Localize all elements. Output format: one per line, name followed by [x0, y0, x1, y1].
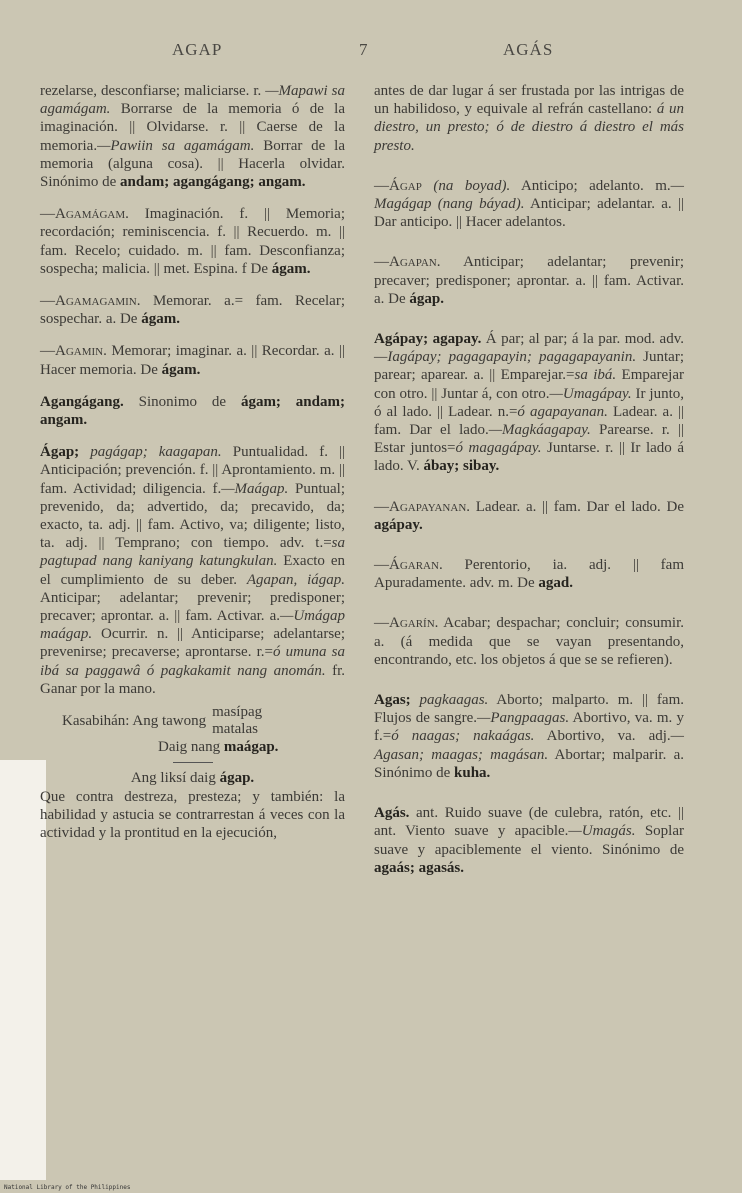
definition: Ir junto, ó al lado. || Ladear. n.=	[374, 385, 684, 420]
entry-continuation	[40, 82, 345, 191]
entry-agap	[40, 443, 345, 698]
proverb-option: matalas	[212, 721, 258, 738]
definition: Anticipo; adelanto. m.	[510, 177, 671, 194]
example: ó agapayanan.	[517, 403, 608, 420]
definition: Que contra destreza, presteza; y también: la habilidad y astucia se contrarrestan á veces con la actividad y la prontitud en la ejecución,	[40, 788, 345, 841]
definition: Juntar; parear; aparear. a. || Emparejar.=	[374, 349, 684, 384]
proverb-title	[40, 769, 345, 787]
cross-reference: agaás; agasás.	[374, 859, 465, 876]
example: —Maágap.	[221, 480, 289, 497]
entry-agas-accent	[374, 804, 684, 877]
definition: Parearse. r. || Estar juntos=	[374, 422, 684, 457]
proverb-label: Kasabihán: Ang tawong	[62, 712, 207, 729]
example: á un diestro, un presto; ó de diestro á diestro el más presto.	[374, 101, 685, 154]
subentry-head: —Agamin.	[40, 343, 107, 360]
definition: Juntarse. r. || Ir lado á lado. V.	[374, 440, 684, 475]
example: ó umuna sa ibá sa paggawâ ó pagkakamit nang anomán.	[40, 644, 346, 679]
entry-agapayanan	[374, 498, 684, 534]
subentry-head: —Ágap	[374, 177, 422, 194]
text: Borrar de la memoria (alguna cosa). || Hacerla olvidar. Sinónimo de	[40, 137, 346, 191]
cross-reference: ágap.	[219, 770, 255, 787]
cross-reference: ágam.	[141, 311, 180, 328]
example: sa ibá.	[574, 367, 617, 384]
example: Agapan, iágap.	[246, 571, 345, 588]
cross-reference: kuha.	[454, 764, 491, 781]
variants: pagágap; kaagapan.	[79, 444, 222, 461]
definition: Anticipar; adelantar; prevenir; precaver; predisponer; aprontar. a. || fam. Activar. a. De	[374, 254, 684, 307]
entry-agapay	[374, 330, 684, 476]
text: Borrarse de la memoria ó de la imaginación. || Olvidarse. r. || Caerse de la memoria.	[40, 101, 345, 154]
divider	[173, 762, 213, 763]
running-head-left: AGAP	[172, 40, 223, 59]
headword: Ágap;	[40, 444, 80, 461]
definition: Á par; al par; á la par. mod. adv.	[481, 331, 684, 348]
right-column	[374, 82, 684, 891]
headword: Agápay; agapay.	[374, 331, 482, 348]
definition: Anticipar; adelantar; prevenir; predisponer; precaver; aprontar. a. || fam. Activar. a.	[40, 589, 345, 625]
definition: Emparejar con otro. || Juntar á, con otro.	[374, 367, 684, 402]
example: —Umagás.	[568, 823, 636, 840]
entry-agap-boyad	[374, 177, 684, 232]
headword: Agangágang.	[40, 393, 124, 410]
entry-agas	[374, 691, 684, 782]
entry-aganggang	[40, 393, 345, 429]
proverb-option: masípag	[212, 704, 263, 721]
example: —Magkáagapay.	[488, 422, 591, 439]
running-head-right: AGÁS	[503, 40, 554, 59]
cross-reference: maágap.	[223, 739, 279, 756]
example: —Umagápay.	[549, 385, 632, 402]
example: —Pangpaagas.	[477, 710, 570, 727]
entry-agamagamin	[40, 292, 345, 328]
example: ó magagápay.	[455, 440, 542, 457]
example: —Pawiin sa agamágam.	[97, 137, 255, 154]
definition: Anticipar; adelantar. a. || Dar anticipo. || Hacer adelantos.	[374, 196, 684, 231]
proverb-line-2	[40, 738, 345, 756]
cross-reference: ágap.	[409, 290, 444, 307]
headword: Agás.	[374, 805, 410, 822]
definition: Sinonimo de	[123, 393, 241, 410]
cross-reference: ábay; sibay.	[423, 458, 500, 475]
definition: Imaginación. f. || Memoria; recordación; reminiscencia. f. || Recuerdo. m. || fam. Recelo; cuidado. m. || fam. Desconfianza; sospecha; malicia. || met. Espina. f De	[40, 206, 345, 277]
headword: Agas;	[374, 692, 411, 709]
subentry-head: —Agapayanan.	[374, 498, 471, 515]
page-number: 7	[359, 40, 369, 59]
entry-continuation	[374, 82, 684, 155]
definition: Perentorio, ia. adj. || fam Apuradamente. adv. m. De	[374, 557, 684, 592]
text: Daig nang	[158, 739, 224, 756]
example: ó naagas; nakaágas.	[391, 728, 535, 745]
entry-agaran	[374, 556, 684, 592]
definition: Acabar; despachar; concluir; consumir. a. (á medida que se vayan presentando, encontrando, etc. los objetos á que se se refieren).	[374, 615, 684, 668]
definition: Puntualidad. f. || Anticipación; prevención. f. || Aprontamiento. m. || fam. Actividad; diligencia. f.	[40, 444, 345, 497]
example: —Magágap (nang báyad).	[374, 177, 684, 213]
definition: Ladear. a. || fam. Dar el lado.	[374, 403, 685, 439]
cross-reference: agápay.	[374, 516, 423, 533]
definition: Memorar; imaginar. a. || Recordar. a. || Hacer memoria. De	[40, 343, 345, 378]
definition: Exacto en el cumplimiento de su deber.	[40, 553, 345, 588]
cross-reference: agad.	[538, 575, 573, 592]
definition: Memorar. a.= fam. Recelar; sospechar. a. De	[40, 293, 345, 328]
example: sa pagtupad nang kaniyang katungkulan.	[40, 535, 345, 570]
cross-reference: ágam.	[161, 361, 201, 378]
example: —Umágap maágap.	[40, 608, 345, 643]
variants: pagkaagas.	[410, 692, 489, 709]
definition: Abortivo, va. adj.	[534, 728, 671, 745]
example: —Iagápay; pagagapayin; pagagapayanin.	[374, 349, 637, 366]
definition: Puntual; prevenido, da; advertido, da; precavido, da; exacto, ta. adj. || fam. Activo, va; diligente; listo, ta. adj. || Temprano; con tiempo. adv. t.=	[40, 480, 345, 552]
example: —Agasan; maagas; magásan.	[374, 728, 685, 763]
entry-agamagam	[40, 205, 345, 278]
example: —Mapawi sa agamágam.	[40, 83, 345, 118]
subentry-head: —Ágaran.	[374, 557, 443, 574]
cross-reference: ágam; andam; angam.	[40, 393, 345, 429]
text: Ang liksí daig	[130, 770, 220, 787]
definition: Aborto; malparto. m. || fam. Flujos de sangre.	[374, 692, 684, 727]
entry-proverb-explanation	[40, 769, 345, 842]
library-footer: National Library of the Philippines	[4, 1184, 131, 1191]
cross-reference: ágam.	[271, 260, 311, 277]
subentry-head: —Agarín.	[374, 615, 439, 632]
definition: Ocurrir. n. || Anticiparse; adelantarse; prevenirse; precaverse; aprontarse. r.=	[40, 626, 345, 661]
text: rezelarse, desconfiarse; maliciarse. r.	[40, 83, 266, 99]
proverb-brace	[212, 704, 262, 738]
subentry-head: —Agapan.	[374, 254, 441, 271]
example: (na boyad).	[421, 177, 511, 194]
proverb	[40, 704, 345, 763]
entry-agapan	[374, 253, 684, 308]
definition: ant. Ruido suave (de culebra, ratón, etc. || ant. Viento suave y apacible.	[374, 805, 684, 840]
proverb-line-1	[40, 704, 345, 738]
definition: fr. Ganar por la mano.	[40, 662, 345, 697]
subentry-head: —Agamágam.	[40, 206, 129, 223]
definition: Ladear. a. || fam. Dar el lado. De	[470, 498, 684, 515]
left-column	[40, 82, 345, 856]
definition: Soplar suave y apaciblemente el viento. Sinónimo de	[374, 823, 684, 858]
definition: Abortar; malparir. a. Sinónimo de	[374, 746, 684, 781]
text: antes de dar lugar á ser frustada por las intrigas de un habilidoso, y equivale al refrán castellano:	[374, 83, 684, 118]
subentry-head: —Agamagamin.	[40, 293, 141, 310]
cross-reference: andam; agangágang; angam.	[120, 174, 306, 191]
entry-agamin	[40, 342, 345, 378]
definition: Abortivo, va. m. y f.=	[374, 710, 684, 745]
entry-agarin	[374, 614, 684, 669]
